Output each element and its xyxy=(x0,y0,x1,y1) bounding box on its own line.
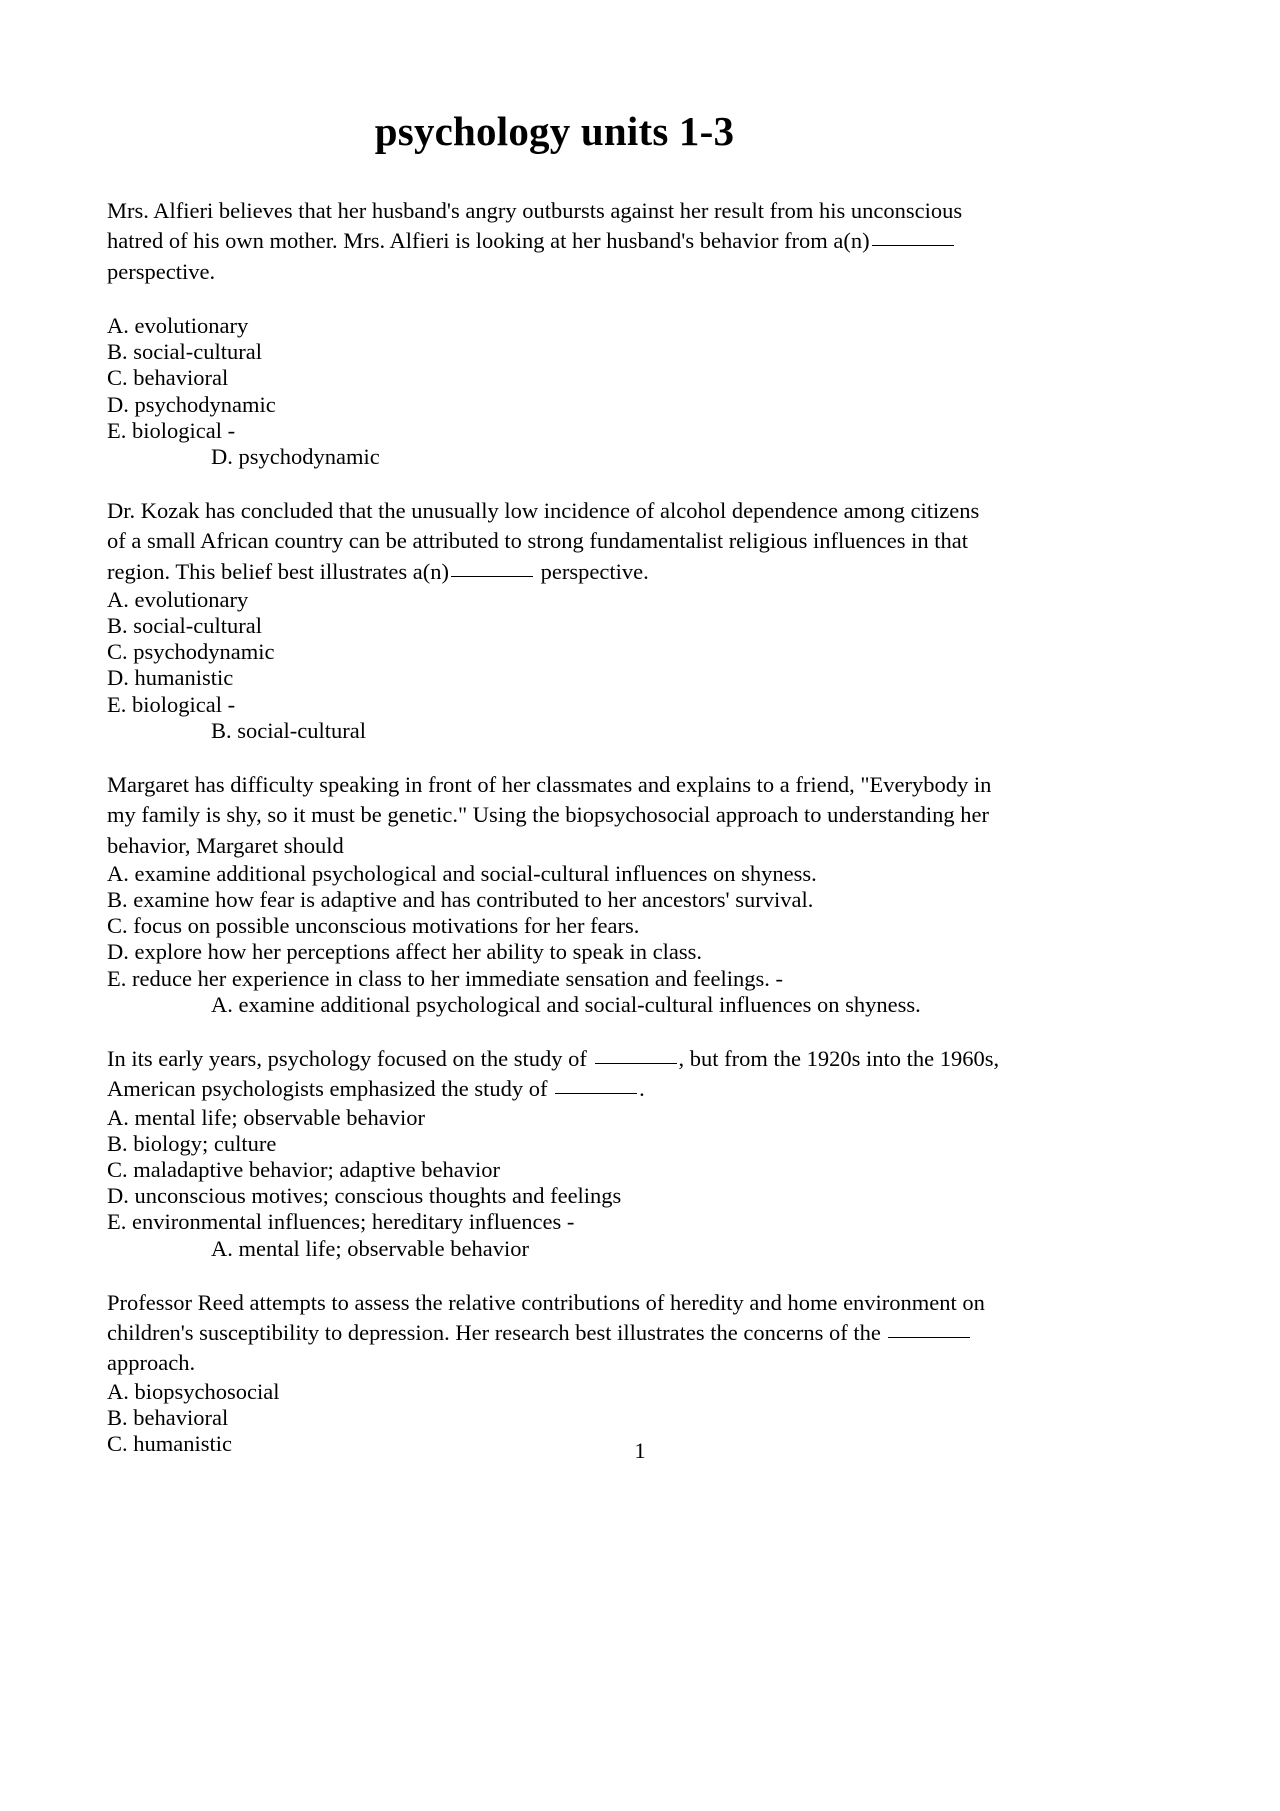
answer-line-2: B. social-cultural xyxy=(211,717,366,743)
stem-text-5a: Professor Reed attempts to assess the relative contributions of heredity and home environment on children's susceptibility to depression. Her research best illustrates the concerns of the xyxy=(107,1289,985,1346)
choice-option: B. social-cultural xyxy=(107,339,262,365)
choice-list-1 xyxy=(107,313,1002,444)
stem-text-4c: . xyxy=(639,1076,645,1102)
choice-option: C. psychodynamic xyxy=(107,639,275,665)
block-spacer xyxy=(107,744,1002,770)
stem-text-2b: perspective. xyxy=(540,558,649,584)
choice-option: E. biological - xyxy=(107,691,236,717)
question-block-2 xyxy=(107,496,1002,744)
block-spacer xyxy=(107,470,1002,496)
choice-option: B. behavioral xyxy=(107,1404,229,1430)
fill-blank xyxy=(872,245,954,246)
question-stem-2 xyxy=(107,496,1002,587)
choice-option: E. biological - xyxy=(107,417,236,443)
question-stem-5 xyxy=(107,1288,1002,1379)
answer-line-4: A. mental life; observable behavior xyxy=(211,1235,530,1261)
stem-text-4b: , but from the 1920s into the 1960s, American psychologists emphasized the study of xyxy=(107,1046,1000,1102)
stem-text-4a: In its early years, psychology focused on the study of xyxy=(107,1046,587,1072)
document-body xyxy=(107,0,1002,1457)
choice-option: A. biopsychosocial xyxy=(107,1378,280,1404)
question-block-1 xyxy=(107,196,1002,470)
page-number: 1 xyxy=(634,1438,646,1463)
choice-option: A. evolutionary xyxy=(107,312,249,338)
block-spacer xyxy=(107,1018,1002,1044)
choice-option: D. unconscious motives; conscious thoughts and feelings xyxy=(107,1183,622,1209)
stem-text-2a: Dr. Kozak has concluded that the unusually low incidence of alcohol dependence among citizens of a small African country can be attributed to strong fundamentalist religious influences in that region. This belief best illustrates a(n) xyxy=(107,498,980,584)
question-block-5 xyxy=(107,1288,1002,1457)
choice-option: B. biology; culture xyxy=(107,1130,277,1156)
choice-option: D. explore how her perceptions affect her ability to speak in class. xyxy=(107,939,703,965)
choice-option: C. behavioral xyxy=(107,365,229,391)
choice-option: D. humanistic xyxy=(107,665,234,691)
fill-blank xyxy=(555,1093,637,1094)
choice-option: E. environmental influences; hereditary influences - xyxy=(107,1209,575,1235)
question-stem-3: Margaret has difficulty speaking in front of her classmates and explains to a friend, "Everybody in my family is shy, so it must be genetic." Using the biopsychosocial approach to understanding her behavior, Margaret should xyxy=(107,772,992,858)
spacer xyxy=(107,287,1002,313)
choice-option: A. evolutionary xyxy=(107,586,249,612)
fill-blank xyxy=(595,1063,677,1064)
choice-option: B. social-cultural xyxy=(107,613,262,639)
question-block-3 xyxy=(107,770,1002,1018)
choice-option: C. maladaptive behavior; adaptive behavior xyxy=(107,1156,500,1182)
question-block-4 xyxy=(107,1044,1002,1262)
stem-text-1b: perspective. xyxy=(107,258,216,284)
choice-option: D. psychodynamic xyxy=(107,391,276,417)
choice-option: A. mental life; observable behavior xyxy=(107,1104,426,1130)
fill-blank xyxy=(451,576,533,577)
stem-text-1a: Mrs. Alfieri believes that her husband's angry outbursts against her result from his unconscious hatred of his own mother. Mrs. Alfieri is looking at her husband's behavior from a(n) xyxy=(107,198,963,254)
choice-list-2 xyxy=(107,587,1002,718)
choice-list-3 xyxy=(107,861,1002,992)
page-title: psychology units 1-3 xyxy=(374,108,735,154)
title-spacer xyxy=(107,155,1002,196)
choice-option: B. examine how fear is adaptive and has contributed to her ancestors' survival. xyxy=(107,887,814,913)
block-spacer xyxy=(107,1262,1002,1288)
choice-option: C. humanistic xyxy=(107,1430,232,1456)
choice-option: A. examine additional psychological and social-cultural influences on shyness. xyxy=(107,860,817,886)
answer-line-3: A. examine additional psychological and social-cultural influences on shyness. xyxy=(211,991,921,1017)
stem-text-5b: approach. xyxy=(107,1350,196,1376)
fill-blank xyxy=(888,1337,970,1338)
choice-option: C. focus on possible unconscious motivations for her fears. xyxy=(107,913,640,939)
answer-line-1: D. psychodynamic xyxy=(211,443,380,469)
question-stem-1 xyxy=(107,196,1002,287)
choice-list-4 xyxy=(107,1105,1002,1236)
choice-option: E. reduce her experience in class to her immediate sensation and feelings. - xyxy=(107,965,783,991)
question-stem-4 xyxy=(107,1044,1002,1105)
